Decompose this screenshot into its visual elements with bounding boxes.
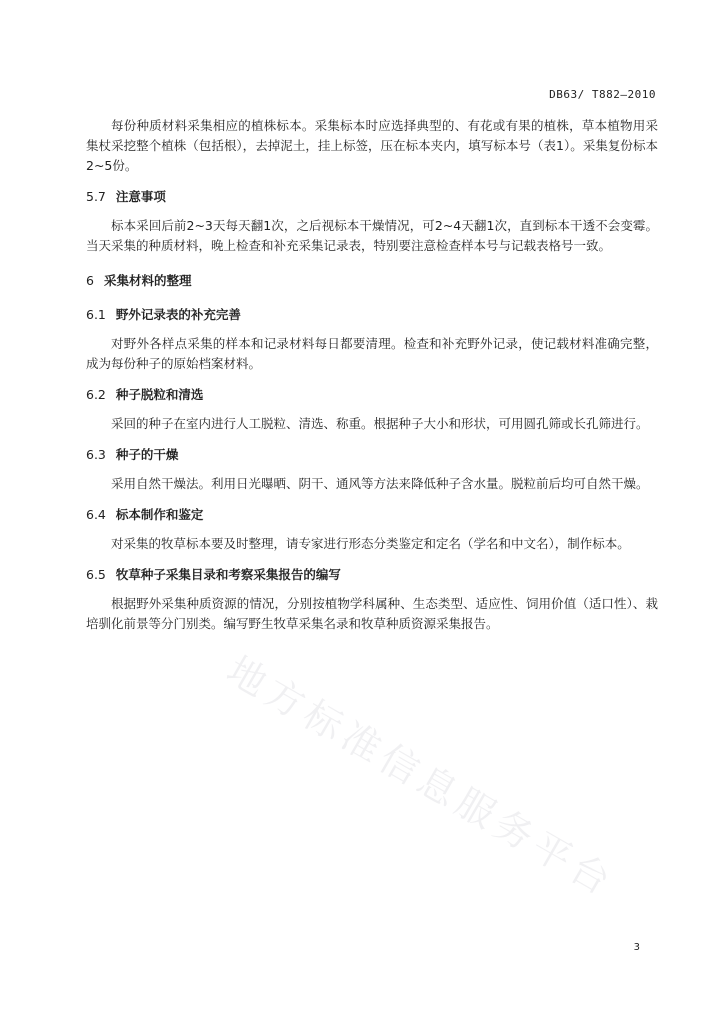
section-number: 6.3 [86, 447, 106, 462]
section-title: 种子脱粒和清选 [115, 387, 204, 402]
intro-paragraph: 每份种质材料采集相应的植株标本。采集标本时应选择典型的、有花或有果的植株，草本植物用采集杖采挖整个植株（包括根），去掉泥土，挂上标签，压在标本夹内，填写标本号（表1）。采集复份标本2~5份。 [86, 118, 658, 173]
section-body-5-7: 标本采回后前2~3天每天翻1次，之后视标本干燥情况，可2~4天翻1次，直到标本干透不会变霉。当天采集的种质材料，晚上检查和补充采集记录表，特别要注意检查样本号与记载表格号一致。 [86, 218, 658, 253]
section-heading-6 [86, 272, 658, 290]
page-number: 3 [633, 942, 640, 953]
section-title: 注意事项 [115, 189, 166, 204]
section-title: 标本制作和鉴定 [115, 507, 204, 522]
section-body-6-3: 采用自然干燥法。利用日光曝晒、阴干、通风等方法来降低种子含水量。脱粒前后均可自然干燥。 [111, 476, 649, 491]
section-heading-6-1 [86, 306, 658, 324]
section-heading-6-3 [86, 446, 658, 464]
section-heading-6-4 [86, 506, 658, 524]
section-title: 野外记录表的补充完善 [115, 307, 241, 322]
section-number: 6.5 [86, 567, 106, 582]
standard-code: DB63/ T882—2010 [549, 88, 656, 101]
section-number: 6.4 [86, 507, 106, 522]
section-title: 种子的干燥 [115, 447, 179, 462]
section-title: 牧草种子采集目录和考察采集报告的编写 [115, 567, 341, 582]
section-title: 采集材料的整理 [103, 273, 192, 288]
section-heading-5-7 [86, 188, 658, 206]
section-number: 6.2 [86, 387, 106, 402]
section-number: 6 [86, 273, 94, 288]
section-heading-6-5 [86, 566, 658, 584]
section-body-6-4: 对采集的牧草标本要及时整理，请专家进行形态分类鉴定和定名（学名和中文名），制作标本。 [111, 536, 630, 551]
section-body-6-5: 根据野外采集种质资源的情况，分别按植物学科属种、生态类型、适应性、饲用价值（适口性）、栽培驯化前景等分门别类。编写野生牧草采集名录和牧草种质资源采集报告。 [86, 596, 658, 631]
section-heading-6-2 [86, 386, 658, 404]
section-number: 6.1 [86, 307, 106, 322]
page-content [86, 116, 658, 634]
section-number: 5.7 [86, 189, 106, 204]
section-body-6-1: 对野外各样点采集的样本和记录材料每日都要清理。检查和补充野外记录，使记载材料准确完整，成为每份种子的原始档案材料。 [86, 336, 658, 371]
section-body-6-2: 采回的种子在室内进行人工脱粒、清选、称重。根据种子大小和形状，可用圆孔筛或长孔筛进行。 [111, 416, 649, 431]
watermark: 地方标准信息服务平台 [219, 647, 623, 906]
